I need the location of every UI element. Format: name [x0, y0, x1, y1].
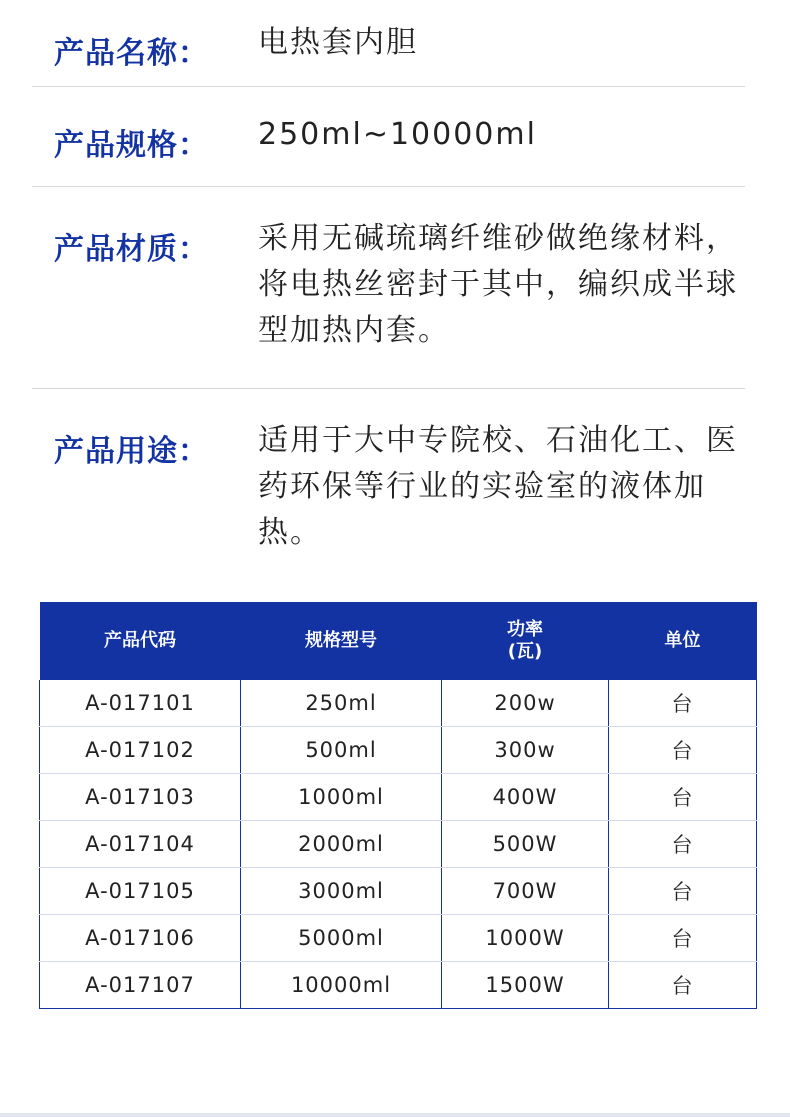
- cell-power: 200w: [442, 680, 609, 727]
- cell-unit: 台: [609, 915, 757, 962]
- table-row: [40, 915, 757, 962]
- cell-product-code: A-017102: [40, 727, 241, 774]
- cell-product-code: A-017103: [40, 774, 241, 821]
- table-row: [40, 821, 757, 868]
- cell-unit: 台: [609, 680, 757, 727]
- cell-product-code: A-017107: [40, 962, 241, 1009]
- divider: [32, 186, 745, 187]
- table-row: [40, 680, 757, 727]
- product-material-label: 产品材质：: [54, 232, 209, 267]
- product-spec-label: 产品规格：: [54, 128, 209, 163]
- divider: [32, 388, 745, 389]
- product-spec-value: 250ml~10000ml: [258, 117, 537, 152]
- table-row: [40, 727, 757, 774]
- cell-model: 2000ml: [241, 821, 442, 868]
- cell-model: 5000ml: [241, 915, 442, 962]
- cell-unit: 台: [609, 868, 757, 915]
- cell-product-code: A-017104: [40, 821, 241, 868]
- cell-model: 3000ml: [241, 868, 442, 915]
- cell-unit: 台: [609, 821, 757, 868]
- header-product-code: 产品代码: [40, 602, 241, 680]
- table-row: [40, 774, 757, 821]
- header-model: 规格型号: [241, 602, 442, 680]
- cell-power: 300w: [442, 727, 609, 774]
- spec-table: [39, 602, 757, 1009]
- bottom-divider: [0, 1113, 790, 1117]
- cell-model: 10000ml: [241, 962, 442, 1009]
- cell-product-code: A-017101: [40, 680, 241, 727]
- cell-power: 400W: [442, 774, 609, 821]
- cell-unit: 台: [609, 774, 757, 821]
- table-row: [40, 962, 757, 1009]
- cell-model: 1000ml: [241, 774, 442, 821]
- header-power: 功率 (瓦): [442, 602, 609, 680]
- product-name-value: 电热套内胆: [258, 25, 418, 60]
- product-usage-value: 适用于大中专院校、石油化工、医药环保等行业的实验室的液体加热。: [258, 423, 738, 550]
- cell-product-code: A-017105: [40, 868, 241, 915]
- cell-model: 500ml: [241, 727, 442, 774]
- cell-unit: 台: [609, 727, 757, 774]
- cell-product-code: A-017106: [40, 915, 241, 962]
- cell-power: 700W: [442, 868, 609, 915]
- table-row: [40, 868, 757, 915]
- table-header-row: [40, 602, 757, 680]
- header-unit: 单位: [609, 602, 757, 680]
- product-usage-label: 产品用途：: [54, 434, 209, 469]
- cell-power: 500W: [442, 821, 609, 868]
- cell-power: 1000W: [442, 915, 609, 962]
- cell-unit: 台: [609, 962, 757, 1009]
- product-name-label: 产品名称：: [54, 36, 209, 71]
- product-material-value: 采用无碱琉璃纤维砂做绝缘材料，将电热丝密封于其中，编织成半球型加热内套。: [258, 221, 738, 348]
- cell-model: 250ml: [241, 680, 442, 727]
- divider: [32, 86, 745, 87]
- cell-power: 1500W: [442, 962, 609, 1009]
